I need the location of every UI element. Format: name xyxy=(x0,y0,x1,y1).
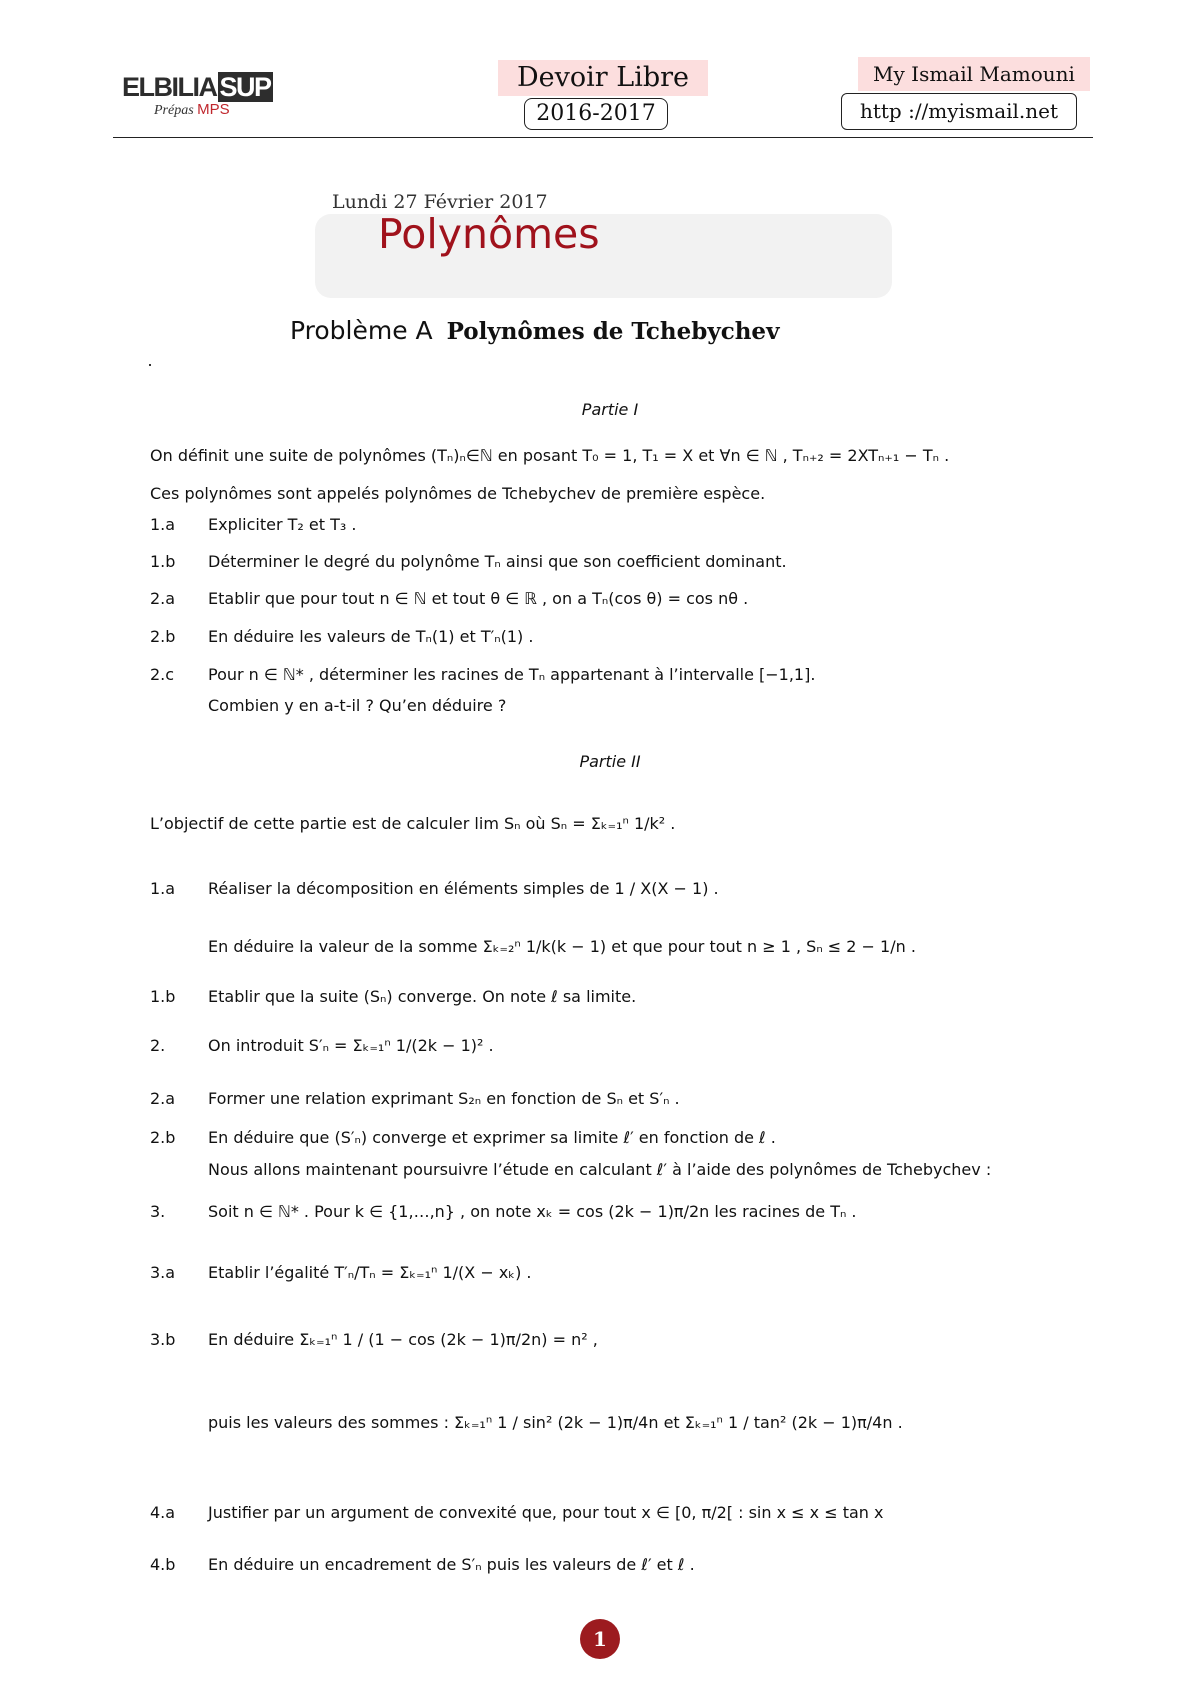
question-text: En déduire que (S′ₙ) converge et exprimer sa limite ℓ′ en fonction de ℓ . xyxy=(208,1128,776,1147)
header-title: Devoir Libre xyxy=(498,60,708,96)
problem-label: Problème A xyxy=(290,316,433,345)
question-number: 4.b xyxy=(150,1555,176,1574)
question-text: Pour n ∈ ℕ* , déterminer les racines de Tₙ appartenant à l’intervalle [−1,1]. xyxy=(208,665,816,684)
question-text: Former une relation exprimant S₂ₙ en fonction de Sₙ et S′ₙ . xyxy=(208,1089,680,1108)
question-text: Justifier par un argument de convexité que, pour tout x ∈ [0, π/2[ : sin x ≤ x ≤ tan x xyxy=(208,1503,884,1522)
section-heading-partie-1: Partie I xyxy=(581,400,639,419)
question-text: En déduire les valeurs de Tₙ(1) et T′ₙ(1) . xyxy=(208,627,534,646)
question-number: 2.b xyxy=(150,1128,176,1147)
problem-name: Polynômes de Tchebychev xyxy=(446,318,780,345)
partie1-intro: On définit une suite de polynômes (Tₙ)ₙ∈ℕ en posant T₀ = 1, T₁ = X et ∀n ∈ ℕ , Tₙ₊₂ = 2XTₙ₊₁ − Tₙ . xyxy=(150,446,950,465)
logo-tagline: Prépas MPS xyxy=(154,101,230,118)
question-text: En déduire la valeur de la somme Σₖ₌₂ⁿ 1/k(k − 1) et que pour tout n ≥ 1 , Sₙ ≤ 2 − 1/n . xyxy=(208,937,916,956)
problem-heading xyxy=(290,316,779,345)
question-text: On introduit S′ₙ = Σₖ₌₁ⁿ 1/(2k − 1)² . xyxy=(208,1036,494,1055)
question-number: 3.a xyxy=(150,1263,176,1282)
header-website-link[interactable]: http ://myismail.net xyxy=(841,93,1077,130)
question-text: Etablir que la suite (Sₙ) converge. On note ℓ sa limite. xyxy=(208,987,637,1006)
question-number: 2.a xyxy=(150,589,176,608)
page-number-badge: 1 xyxy=(580,1619,620,1659)
question-number: 2. xyxy=(150,1036,166,1055)
question-number: 4.a xyxy=(150,1503,176,1522)
question-text-continued: Combien y en a-t-il ? Qu’en déduire ? xyxy=(208,696,507,715)
partie1-intro-2: Ces polynômes sont appelés polynômes de Tchebychev de première espèce. xyxy=(150,484,766,503)
header-divider xyxy=(113,137,1093,138)
question-text: En déduire Σₖ₌₁ⁿ 1 / (1 − cos (2k − 1)π/2n) = n² , xyxy=(208,1330,598,1349)
question-number: 2.c xyxy=(150,665,175,684)
question-text: Réaliser la décomposition en éléments simples de 1 / X(X − 1) . xyxy=(208,879,719,898)
question-text: Expliciter T₂ et T₃ . xyxy=(208,515,357,534)
question-number: 3. xyxy=(150,1202,166,1221)
question-text: Déterminer le degré du polynôme Tₙ ainsi que son coefficient dominant. xyxy=(208,552,787,571)
school-logo xyxy=(122,72,282,134)
document-date: Lundi 27 Février 2017 xyxy=(332,191,548,213)
partie2-intro: L’objectif de cette partie est de calculer lim Sₙ où Sₙ = Σₖ₌₁ⁿ 1/k² . xyxy=(150,814,676,833)
logo-wordmark: ELBILIA SUP xyxy=(122,72,271,102)
question-text: Soit n ∈ ℕ* . Pour k ∈ {1,…,n} , on note xₖ = cos (2k − 1)π/2n les racines de Tₙ . xyxy=(208,1202,857,1221)
question-text: Etablir l’égalité T′ₙ/Tₙ = Σₖ₌₁ⁿ 1/(X − xₖ) . xyxy=(208,1263,532,1282)
question-number: 1.a xyxy=(150,879,176,898)
question-text: En déduire un encadrement de S′ₙ puis les valeurs de ℓ′ et ℓ . xyxy=(208,1555,695,1574)
header-year: 2016-2017 xyxy=(524,98,668,130)
question-text: Etablir que pour tout n ∈ ℕ et tout θ ∈ ℝ , on a Tₙ(cos θ) = cos nθ . xyxy=(208,589,749,608)
question-number: 1.b xyxy=(150,552,176,571)
question-number: 1.a xyxy=(150,515,176,534)
question-number: 1.b xyxy=(150,987,176,1006)
question-number: 2.a xyxy=(150,1089,176,1108)
question-text: Nous allons maintenant poursuivre l’étude en calculant ℓ′ à l’aide des polynômes de Tchebychev : xyxy=(208,1160,992,1179)
question-number: 3.b xyxy=(150,1330,176,1349)
question-text: puis les valeurs des sommes : Σₖ₌₁ⁿ 1 / sin² (2k − 1)π/4n et Σₖ₌₁ⁿ 1 / tan² (2k − 1)π/4n . xyxy=(208,1413,903,1432)
document-title: Polynômes xyxy=(378,210,600,258)
header-author: My Ismail Mamouni xyxy=(858,57,1090,91)
section-heading-partie-2: Partie II xyxy=(579,752,641,771)
stray-dot xyxy=(149,364,151,366)
question-number: 2.b xyxy=(150,627,176,646)
